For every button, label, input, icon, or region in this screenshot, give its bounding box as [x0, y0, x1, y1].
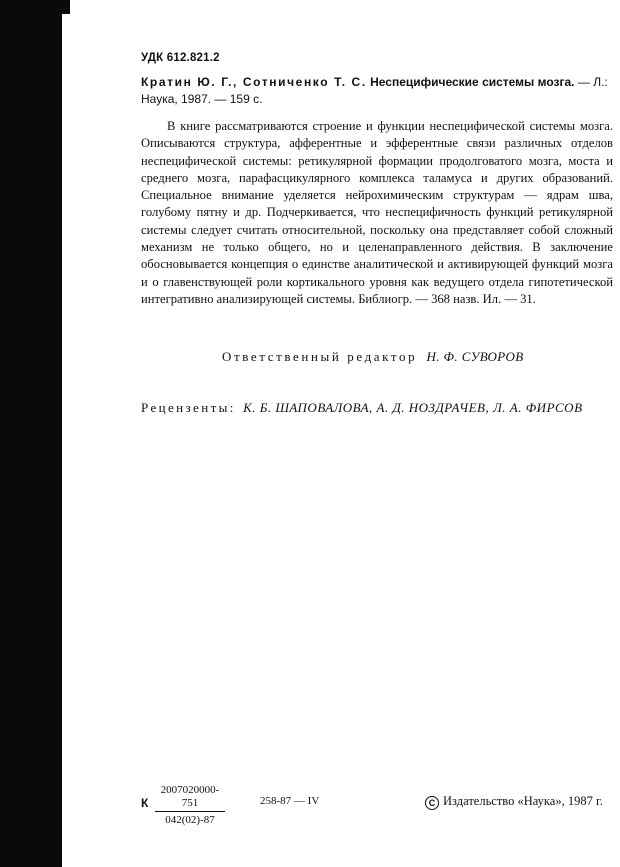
scan-edge-bar [0, 0, 62, 867]
imprint-series: 258-87 — IV [260, 795, 320, 807]
imprint-letter: К [141, 796, 149, 810]
copyright-text: Издательство «Наука», 1987 г. [443, 794, 603, 808]
reviewers [141, 400, 583, 416]
copyright-line [425, 794, 603, 810]
imprint-denominator: 042(02)-87 [165, 814, 215, 826]
responsible-editor [222, 349, 524, 365]
imprint-numerator: 2007020000-751 [155, 784, 225, 812]
scan-edge-notch [60, 0, 70, 14]
abstract: В книге рассматриваются строение и функции неспецифической системы мозга. Описываются структура, афферентные и эфферентные связи различных отделов неспецифической системы: ретикулярной формации продолговатого мозга, моста и среднего мозга, парафасцикулярного комплекса таламуса и других образований. Специальное внимание уделяется нейрохимическим структурам — ядрам шва, голубому пятну и др. Подчеркивается, что неспецифичность функций ретикулярной системы следует считать относительной, поскольку она представляет собой сложный механизм не только общего, но и целенаправленного действия. В заключение обосновывается концепция о единстве аналитической и активирующей функций мозга и о главенствующей роли кортикального уровня как ведущего отдела гипотетической интегративно анализирующей системы. Библиогр. — 368 назв. Ил. — 31. [141, 119, 613, 306]
copyright-icon: C [425, 796, 439, 810]
reviewers-names: К. Б. ШАПОВАЛОВА, А. Д. НОЗДРАЧЕВ, Л. А. ФИРСОВ [243, 400, 583, 415]
book-title: Неспецифические системы мозга. [370, 75, 575, 89]
imprint-fraction [155, 784, 225, 827]
editor-label: Ответственный редактор [222, 349, 418, 364]
bibliographic-record [141, 74, 613, 108]
authors: Кратин Ю. Г., Сотниченко Т. С. [141, 75, 367, 89]
reviewers-label: Рецензенты: [141, 400, 236, 415]
imprint-code [141, 784, 341, 824]
editor-name: Н. Ф. СУВОРОВ [426, 349, 524, 364]
publication-info: — Л.: Наука, 1987. — 159 с. [141, 75, 608, 106]
udk-code: УДК 612.821.2 [141, 52, 220, 64]
